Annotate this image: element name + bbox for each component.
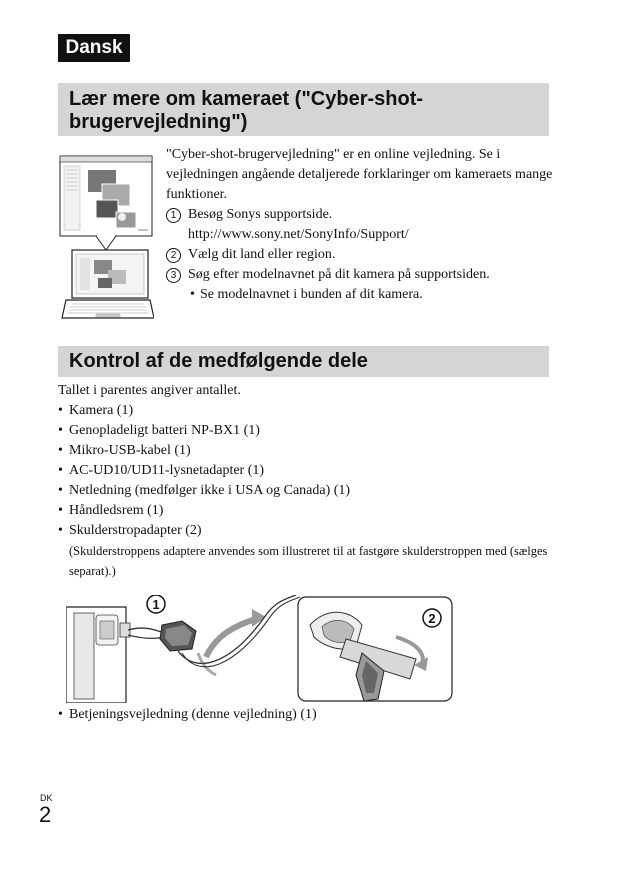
step-3-bullet-text: Se modelnavnet i bunden af dit kamera.	[200, 287, 423, 302]
laptop-guide-illustration	[58, 154, 154, 320]
step-3-bullet: • Se modelnavnet i bunden af dit kamera.	[190, 287, 423, 302]
illustration-label-2: 2	[428, 611, 436, 626]
step-2-number: 2	[166, 248, 181, 263]
strap-adapter-illustration	[66, 595, 453, 703]
support-url[interactable]: http://www.sony.net/SonyInfo/Support/	[188, 227, 409, 242]
section1-intro: "Cyber-shot-brugervejledning" er en online vejledning. Se i vejledningen angående detaljerede forklaringer om kameraets mange funktioner.	[166, 147, 553, 202]
step-1-number: 1	[166, 208, 181, 223]
supplied-items-list	[58, 401, 558, 541]
step-2-text: Vælg dit land eller region.	[188, 247, 336, 262]
section-heading-supplied-items: Kontrol af de medfølgende dele	[58, 346, 549, 377]
list-item: • Netledning (medfølger ikke i USA og Canada) (1)	[58, 481, 558, 501]
list-item: • AC-UD10/UD11-lysnetadapter (1)	[58, 461, 558, 481]
list-item-last: • Betjeningsvejledning (denne vejledning) (1)	[58, 705, 317, 725]
step-2	[166, 245, 561, 265]
section1-content	[166, 145, 561, 305]
language-tab: Dansk	[58, 34, 130, 62]
page-language-code: DK	[40, 793, 53, 803]
step-3	[166, 265, 561, 285]
list-item: • Kamera (1)	[58, 401, 558, 421]
supplied-items-intro: Tallet i parentes angiver antallet.	[58, 383, 241, 398]
strap-adapter-note: (Skulderstroppens adaptere anvendes som illustreret til at fastgøre skulderstroppen med (sælges separat).)	[69, 544, 548, 578]
illustration-label-1: 1	[152, 597, 160, 612]
step-1-text: Besøg Sonys supportside.	[188, 207, 333, 222]
supplied-items	[58, 381, 558, 581]
step-1	[166, 205, 561, 225]
list-item: • Håndledsrem (1)	[58, 501, 558, 521]
step-3-text: Søg efter modelnavnet på dit kamera på supportsiden.	[188, 267, 490, 282]
list-item: • Genopladeligt batteri NP-BX1 (1)	[58, 421, 558, 441]
section-heading-learn-more: Lær mere om kameraet ("Cyber-shot-brugervejledning")	[58, 83, 549, 136]
page-number: 2	[39, 802, 52, 827]
list-item: • Mikro-USB-kabel (1)	[58, 441, 558, 461]
list-item: • Skulderstropadapter (2)	[58, 521, 558, 541]
step-3-number: 3	[166, 268, 181, 283]
